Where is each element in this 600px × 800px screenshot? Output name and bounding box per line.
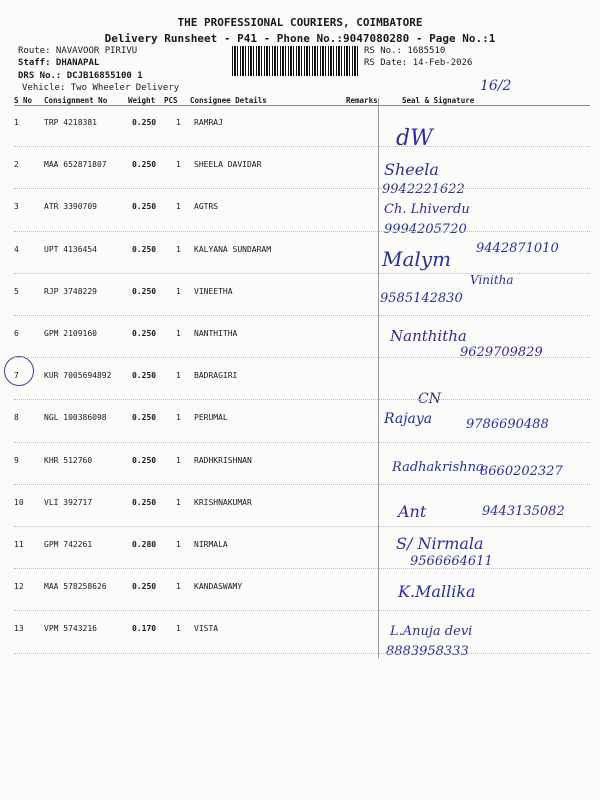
consignee-cell: VINEETHA	[194, 286, 233, 296]
company-title: THE PROFESSIONAL COURIERS, COIMBATORE	[177, 16, 423, 29]
col-consignee: Consignee Details	[190, 96, 267, 105]
row-divider	[14, 399, 590, 400]
col-signature: Seal & Signature	[402, 96, 475, 105]
handwritten-phone: 9585142830	[380, 290, 463, 306]
weight-cell: 0.280	[132, 540, 157, 549]
consignee-cell: AGTRS	[194, 202, 219, 212]
sno-cell: 9	[14, 455, 19, 465]
weight-cell: 0.250	[132, 244, 157, 254]
staff-label: Staff: DHANAPAL	[18, 58, 100, 68]
row-divider	[14, 146, 590, 147]
weight-cell: 0.250	[132, 202, 157, 212]
row-divider	[14, 442, 590, 443]
consignment-cell: GPM 2109160	[44, 329, 97, 338]
pcs-cell: 1	[176, 244, 181, 254]
consignee-cell: VISTA	[194, 624, 219, 634]
table-row	[10, 359, 590, 401]
sno-cell: 10	[14, 497, 24, 507]
weight-cell: 0.250	[132, 160, 157, 170]
sno-cell: 7	[14, 371, 19, 381]
signature-handwriting: S/ Nirmala	[396, 534, 484, 553]
signature-handwriting: Vinitha	[470, 272, 514, 287]
pcs-cell: 1	[176, 624, 181, 634]
handwritten-phone: 9786690488	[466, 417, 549, 433]
table-row	[10, 612, 590, 654]
sno-cell: 6	[14, 329, 19, 338]
row-divider	[14, 653, 590, 654]
sno-cell: 13	[14, 624, 24, 634]
weight-cell: 0.250	[132, 455, 157, 465]
handwritten-phone: 9994205720	[384, 222, 467, 238]
consignment-cell: MAA 578258626	[44, 582, 107, 592]
pcs-cell: 1	[176, 455, 181, 465]
pcs-cell: 1	[176, 118, 181, 127]
consignee-cell: KRISHNAKUMAR	[194, 497, 252, 507]
signature-handwriting: Nanthitha	[390, 327, 467, 345]
consignee-cell: RAMRAJ	[194, 118, 223, 127]
col-consignment: Consignment No	[44, 96, 108, 105]
table-row	[10, 148, 590, 190]
row-divider	[14, 526, 590, 527]
sno-cell: 12	[14, 582, 24, 592]
consignee-cell: SHEELA DAVIDAR	[194, 160, 262, 170]
weight-cell: 0.170	[132, 624, 157, 634]
signature-handwriting: Malym	[382, 246, 452, 271]
signature-handwriting: Radhakrishna	[392, 459, 484, 475]
weight-cell: 0.250	[132, 582, 157, 592]
pcs-cell: 1	[176, 497, 181, 507]
col-remarks: Remarks	[346, 96, 378, 105]
signature-handwriting: Sheela	[384, 160, 439, 180]
row-divider	[14, 357, 590, 358]
table-row	[10, 106, 590, 148]
rs-date: RS Date: 14-Feb-2026	[364, 58, 473, 68]
weight-cell: 0.250	[132, 413, 157, 423]
weight-cell: 0.250	[132, 118, 157, 127]
handwritten-phone: 9566664611	[410, 554, 493, 569]
row-divider	[14, 231, 590, 232]
table-row	[10, 190, 590, 232]
row-divider	[14, 568, 590, 569]
handwritten-phone: 9442871010	[476, 240, 559, 256]
col-weight: Weight	[128, 96, 156, 105]
handwritten-phone: 9629709829	[460, 345, 543, 360]
consignee-cell: PERUMAL	[194, 413, 228, 423]
barcode-image	[232, 46, 360, 76]
handwritten-phone: 8660202327	[480, 463, 563, 479]
rs-number: RS No.: 1685510	[364, 46, 446, 56]
signature-handwriting: Rajaya	[384, 411, 433, 428]
row-divider	[14, 610, 590, 611]
consignee-cell: KALYANA SUNDARAM	[194, 244, 272, 254]
drs-label: DRS No.: DCJB16855100 1	[18, 71, 143, 81]
handwritten-phone: 9443135082	[482, 503, 565, 519]
sno-cell: 11	[14, 540, 24, 549]
signature-handwriting: L.Anuja devi	[390, 624, 473, 640]
weight-cell: 0.250	[132, 371, 157, 381]
pcs-cell: 1	[176, 202, 181, 212]
table-row	[10, 570, 590, 612]
circle-mark	[4, 356, 34, 386]
signature-handwriting: CN	[418, 391, 441, 408]
signature-handwriting: Ch. Lhiverdu	[384, 202, 470, 218]
consignee-cell: NIRMALA	[194, 540, 228, 549]
sno-cell: 1	[14, 118, 19, 127]
row-divider	[14, 484, 590, 485]
consignment-cell: TRP 4218381	[44, 118, 97, 127]
runsheet-subtitle: Delivery Runsheet - P41 - Phone No.:9047080280 - Page No.:1	[104, 32, 496, 45]
consignee-cell: RADHKRISHNAN	[194, 455, 252, 465]
pcs-cell: 1	[176, 371, 181, 381]
weight-cell: 0.250	[132, 497, 157, 507]
pcs-cell: 1	[176, 160, 181, 170]
consignment-cell: GPM 742261	[44, 540, 93, 549]
signature-handwriting: K.Mallika	[398, 582, 476, 602]
consignment-cell: VPM 5743216	[44, 624, 97, 634]
table-row	[10, 528, 590, 570]
weight-cell: 0.250	[132, 286, 157, 296]
handwritten-phone: 9942221622	[382, 182, 465, 198]
consignment-cell: NGL 100386098	[44, 413, 107, 423]
pcs-cell: 1	[176, 413, 181, 423]
sno-cell: 5	[14, 286, 19, 296]
col-pcs: PCS	[164, 96, 178, 105]
consignment-cell: VLI 392717	[44, 497, 93, 507]
sno-cell: 3	[14, 202, 19, 212]
sno-cell: 8	[14, 413, 19, 423]
consignee-cell: BADRAGIRI	[194, 371, 238, 381]
signature-handwriting: dW	[396, 126, 433, 151]
pcs-cell: 1	[176, 540, 181, 549]
handwritten-phone: 8883958333	[386, 644, 469, 660]
pcs-cell: 1	[176, 582, 181, 592]
pcs-cell: 1	[176, 329, 181, 338]
sno-cell: 4	[14, 244, 19, 254]
consignee-cell: KANDASWAMY	[194, 582, 243, 592]
consignment-cell: UPT 4136454	[44, 244, 97, 254]
handwritten-date: 16/2	[480, 78, 512, 94]
row-divider	[14, 315, 590, 316]
consignee-cell: NANTHITHA	[194, 329, 238, 338]
consignment-cell: ATR 3390709	[44, 202, 97, 212]
sno-cell: 2	[14, 160, 19, 170]
consignment-cell: KHR 512760	[44, 455, 93, 465]
pcs-cell: 1	[176, 286, 181, 296]
consignment-cell: MAA 652871807	[44, 160, 107, 170]
consignment-cell: RJP 3748229	[44, 286, 97, 296]
signature-handwriting: Ant	[398, 501, 427, 521]
weight-cell: 0.250	[132, 329, 157, 338]
vehicle-label: Vehicle: Two Wheeler Delivery	[22, 83, 180, 93]
consignment-cell: KUR 7005694892	[44, 371, 112, 381]
route-label: Route: NAVAVOOR PIRIVU	[18, 46, 138, 56]
col-sno: S No	[14, 96, 33, 105]
row-divider	[14, 188, 590, 189]
